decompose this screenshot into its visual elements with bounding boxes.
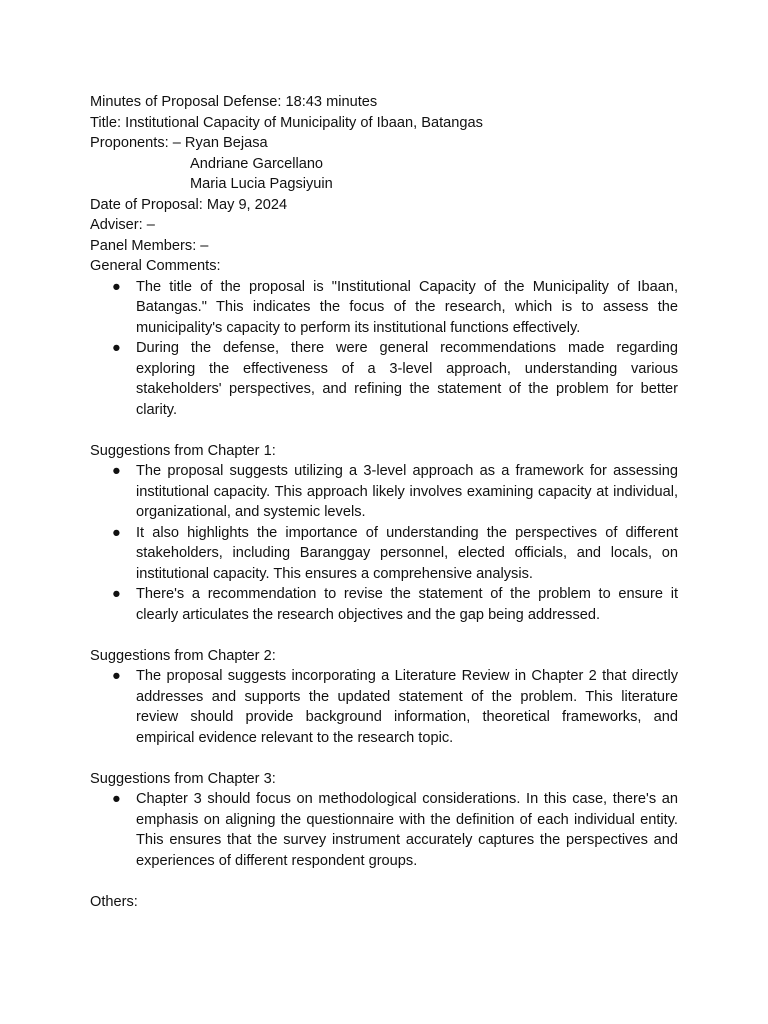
bullet-icon: ● (112, 668, 121, 684)
list-item-text: The proposal suggests incorporating a Literature Review in Chapter 2 that directly addresses and supports the updated statement of the problem. This literature review should provide background information, theoretical frameworks, and empirical evidence relevant to the research topic. (136, 668, 678, 746)
list-item (90, 277, 678, 339)
bullet-list (90, 277, 678, 421)
list-item (90, 338, 678, 420)
bullet-list (90, 666, 678, 748)
bullet-list (90, 789, 678, 871)
bullet-icon: ● (112, 340, 121, 356)
list-item (90, 666, 678, 748)
bullet-list (90, 461, 678, 625)
spacer (90, 748, 678, 769)
bullet-icon: ● (112, 586, 121, 602)
section-heading: Suggestions from Chapter 2: (90, 647, 276, 664)
proponents-line: Proponents: – Ryan Bejasa (90, 135, 268, 151)
bullet-icon: ● (112, 278, 121, 295)
panel-line: Panel Members: – (90, 237, 209, 254)
document-page (90, 92, 678, 912)
spacer (90, 871, 678, 892)
bullet-icon: ● (112, 791, 121, 807)
spacer (90, 420, 678, 441)
section-heading: General Comments: (90, 258, 221, 274)
proponent-name: Maria Lucia Pagsiyuin (190, 176, 333, 192)
date-line: Date of Proposal: May 9, 2024 (90, 196, 288, 213)
bullet-icon: ● (112, 524, 121, 541)
title-line: Title: Institutional Capacity of Municipality of Ibaan, Batangas (90, 114, 483, 131)
list-item-text: It also highlights the importance of understanding the perspectives of different stakeholders, including Baranggay personnel, elected officials, and locals, on institutional capacity. This ensures a comprehensive analysis. (136, 524, 678, 582)
list-item-text: During the defense, there were general recommendations made regarding exploring the effectiveness of a 3-level approach, understanding various stakeholders' perspectives, and refining the statement of the problem for better clarity. (136, 340, 678, 418)
section-heading: Suggestions from Chapter 1: (90, 442, 276, 459)
section-heading: Others: (90, 893, 138, 910)
proponent-name: Andriane Garcellano (190, 155, 324, 172)
minutes-line: Minutes of Proposal Defense: 18:43 minutes (90, 94, 378, 110)
list-item-text: There's a recommendation to revise the statement of the problem to ensure it clearly articulates the research objectives and the gap being addressed. (136, 586, 678, 623)
list-item (90, 789, 678, 871)
list-item (90, 461, 678, 523)
section-heading: Suggestions from Chapter 3: (90, 770, 276, 787)
list-item-text: The proposal suggests utilizing a 3-level approach as a framework for assessing institutional capacity. This approach likely involves examining capacity at individual, organizational, and systemic levels. (136, 463, 678, 520)
adviser-line: Adviser: – (90, 217, 155, 233)
spacer (90, 625, 678, 646)
list-item-text: The title of the proposal is "Institutional Capacity of the Municipality of Ibaan, Batangas." This indicates the focus of the research, which is to assess the municipality's capacity to perform its institutional functions effectively. (136, 278, 678, 336)
list-item (90, 523, 678, 585)
list-item (90, 584, 678, 625)
list-item-text: Chapter 3 should focus on methodological considerations. In this case, there's an emphasis on aligning the questionnaire with the definition of each individual entity. This ensures that the survey instrument accurately captures the perspectives and experiences of different respondent groups. (136, 791, 678, 869)
bullet-icon: ● (112, 463, 121, 479)
